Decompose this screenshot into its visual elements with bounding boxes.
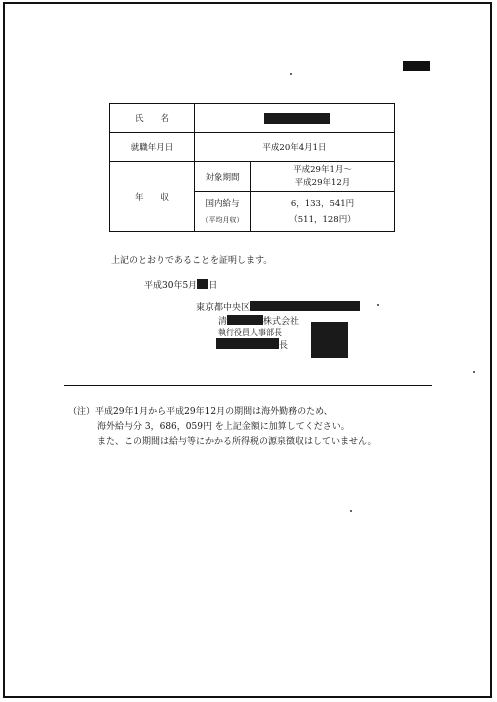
seal-redaction <box>311 322 348 358</box>
company-redaction <box>227 315 263 325</box>
speck <box>473 371 475 373</box>
period-label: 対象期間 <box>195 162 251 192</box>
issuer-name-redaction <box>216 338 279 349</box>
company-prefix: 清 <box>218 317 228 327</box>
certify-statement: 上記のとおりであることを証明します。 <box>111 256 273 266</box>
issuer-company <box>218 314 299 327</box>
monthly-label: （平均月収） <box>201 215 244 224</box>
address-prefix: 東京都中央区 <box>196 303 251 313</box>
company-suffix: 株式会社 <box>263 317 300 327</box>
monthly-value: （511，128円） <box>289 214 356 225</box>
certificate-table <box>109 103 395 232</box>
domestic-value: 6，133，541円 <box>290 198 355 209</box>
name-value <box>195 104 395 133</box>
period-value <box>251 162 395 192</box>
domestic-label-cell <box>195 192 251 232</box>
speck <box>377 304 379 306</box>
name-suffix: 長 <box>279 341 289 351</box>
speck <box>350 510 352 512</box>
address-redaction <box>250 301 360 311</box>
issue-date-suffix: 日 <box>208 281 218 291</box>
day-redaction <box>197 279 208 289</box>
note-line2: 海外給与分 3，686，059円 を上記金額に加算してください。 <box>97 422 350 432</box>
domestic-label: 国内給与 <box>205 198 240 209</box>
note-line3: また、この期間は給与等にかかる所得税の源泉徴収はしていません。 <box>97 437 377 447</box>
issue-date <box>144 278 217 291</box>
issue-date-prefix: 平成30年5月 <box>144 281 198 291</box>
issuer-name <box>216 338 288 351</box>
divider-line <box>64 385 432 386</box>
issuer-title: 執行役員人事部長 <box>218 328 282 337</box>
issuer-address <box>196 300 360 313</box>
name-label: 氏 名 <box>110 104 195 133</box>
income-label: 年 収 <box>110 162 195 232</box>
period-value-line1: 平成29年1月～ <box>293 164 352 175</box>
note-line1: （注）平成29年1月から平成29年12月の期間は海外勤務のため、 <box>68 407 333 417</box>
speck <box>290 73 292 75</box>
name-redaction <box>264 113 330 124</box>
period-value-line2: 平成29年12月 <box>294 177 351 188</box>
stamp-mark <box>403 61 430 71</box>
hire-date-label: 就職年月日 <box>110 133 195 162</box>
hire-date-value: 平成20年4月1日 <box>195 133 395 162</box>
domestic-value-cell <box>251 192 395 232</box>
